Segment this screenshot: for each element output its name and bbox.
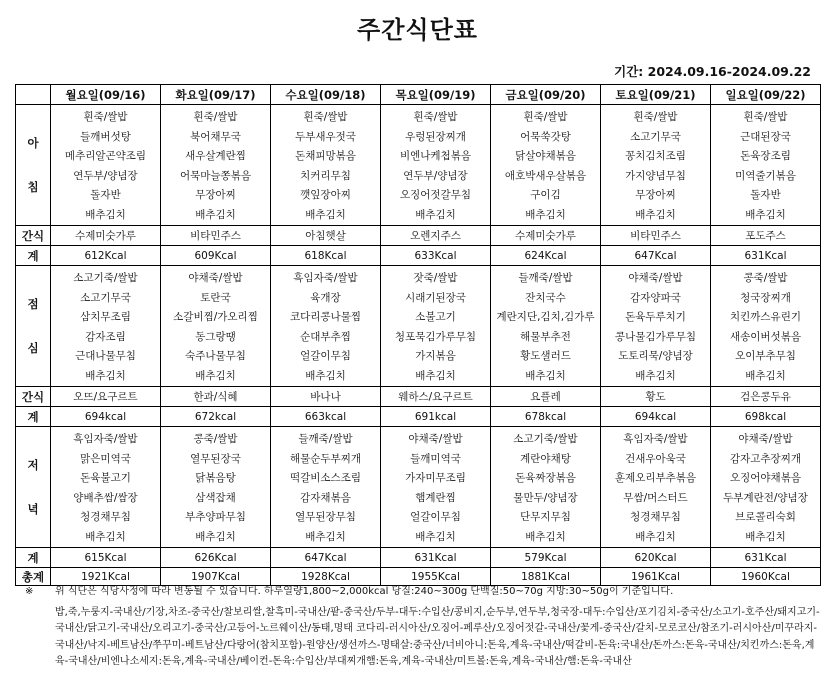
dish: 무장아찌 bbox=[635, 189, 676, 201]
dish: 치킨까스유린기 bbox=[729, 311, 801, 323]
dish: 육개장 bbox=[310, 291, 341, 304]
dish: 흰죽/쌀밥 bbox=[83, 111, 128, 123]
dish: 도토리묵/양념장 bbox=[618, 350, 693, 362]
dish: 미역줄기볶음 bbox=[735, 169, 796, 182]
dish: 소고기무국 bbox=[80, 291, 131, 304]
dish: 꽁치김치조림 bbox=[625, 150, 686, 162]
dinner-kcal-cell: 631Kcal bbox=[381, 548, 491, 568]
dish: 어묵마늘쫑볶음 bbox=[179, 169, 251, 182]
breakfast-kcal-cell: 631Kcal bbox=[711, 246, 821, 266]
dish: 얼갈이무침 bbox=[300, 350, 351, 362]
dish: 배추김치 bbox=[745, 530, 786, 543]
menu-period: 기간: 2024.09.16-2024.09.22 bbox=[614, 64, 811, 79]
meal-label-char: 녁 bbox=[27, 502, 39, 516]
breakfast-snack-cell: 포도주스 bbox=[711, 226, 821, 246]
breakfast-row bbox=[16, 105, 821, 226]
dish: 들깨죽/쌀밥 bbox=[298, 433, 353, 445]
dish: 배추김치 bbox=[85, 530, 126, 543]
dish: 무장아찌 bbox=[195, 189, 236, 201]
breakfast-snack-cell: 아침햇살 bbox=[271, 226, 381, 246]
day-header: 수요일(09/18) bbox=[271, 85, 381, 105]
dish: 배추김치 bbox=[745, 369, 786, 382]
dinner-kcal-cell: 620Kcal bbox=[601, 548, 711, 568]
dish: 연두부/양념장 bbox=[403, 169, 468, 182]
lunch-kcal-cell: 663kcal bbox=[271, 407, 381, 427]
dish: 애호박새우살볶음 bbox=[504, 169, 587, 182]
lunch-kcal-cell: 691kcal bbox=[381, 407, 491, 427]
dinner-kcal-row bbox=[16, 548, 821, 568]
origin-note: 밥,죽,누룽지-국내산/기장,차조-중국산/찰보리쌀,찰흑미-국내산/팥-중국산/두부-대두:수입산/콩비지,순두부,연두부,청국장-대두:수입산/포기김치-중국산/소고기-호주산/돼지고기-국내산/닭고기-국내산/오리고기-중국산/고등어-노르웨이산/동태,명태 코다리-러시아산/오징어-페루산/오징어젓갈-국내산/꽃게-중국산/갈치-모로코산/참조기-러시아산/미꾸라지-국내산/낙지-베트남산/쭈꾸미-베트남산/다랑어(참치포함)-원양산/생선까스-명태살:중국산/너비아니:돈육,계육-국내산/떡갈비-돈육:국내산/돈까스:돈육-국내산/치킨까스:돈육,계육-국내산/비엔나소세지:돈육,계육-국내산/베이컨-돈육:수입산/부대찌개햄:돈육,계육-국내산/미트볼:돈육,계육-국내산/햄:돈육-국내산 bbox=[55, 606, 820, 667]
dish: 배추김치 bbox=[305, 208, 346, 221]
dish: 새우살계란찜 bbox=[185, 150, 246, 162]
dinner-kcal-cell: 579Kcal bbox=[491, 548, 601, 568]
meal-label-char: 침 bbox=[27, 180, 39, 194]
dish: 얼갈이무침 bbox=[410, 511, 461, 523]
dish: 들깨죽/쌀밥 bbox=[518, 272, 573, 284]
dish: 배추김치 bbox=[635, 530, 676, 543]
dish: 잣죽/쌀밥 bbox=[413, 272, 458, 284]
lunch-row bbox=[16, 266, 821, 387]
dish: 동그랑땡 bbox=[195, 330, 236, 343]
dish: 배추김치 bbox=[195, 369, 236, 382]
dish: 배추김치 bbox=[745, 208, 786, 221]
dish: 소갈비찜/가오리찜 bbox=[173, 311, 258, 323]
lunch-snack-cell: 웨하스/요구르트 bbox=[381, 387, 491, 407]
lunch-snack-cell: 바나나 bbox=[271, 387, 381, 407]
breakfast-cell bbox=[601, 105, 711, 226]
dish: 배추김치 bbox=[415, 369, 456, 382]
header-row bbox=[16, 85, 821, 105]
meal-label-char: 아 bbox=[27, 136, 39, 150]
lunch-snack-cell: 오뜨/요구르트 bbox=[51, 387, 161, 407]
lunch-snack-row bbox=[16, 387, 821, 407]
breakfast-snack-cell: 오렌지주스 bbox=[381, 226, 491, 246]
dish: 두부새우젓국 bbox=[295, 130, 356, 143]
day-header: 목요일(09/19) bbox=[381, 85, 491, 105]
lunch-kcal-cell: 698kcal bbox=[711, 407, 821, 427]
meal-label-char: 저 bbox=[27, 458, 39, 472]
lunch-cell bbox=[711, 266, 821, 387]
breakfast-kcal-cell: 612Kcal bbox=[51, 246, 161, 266]
dish: 배추김치 bbox=[525, 208, 566, 221]
dish: 흰죽/쌀밥 bbox=[523, 111, 568, 123]
day-header: 토요일(09/21) bbox=[601, 85, 711, 105]
dish: 흰죽/쌀밥 bbox=[743, 111, 788, 123]
total-kcal-cell: 1921Kcal bbox=[51, 568, 161, 586]
lunch-kcal-cell: 694kcal bbox=[601, 407, 711, 427]
dish: 물만두/양념장 bbox=[513, 491, 578, 504]
lunch-kcal-row bbox=[16, 407, 821, 427]
total-kcal-row bbox=[16, 568, 821, 586]
lunch-kcal-cell: 678kcal bbox=[491, 407, 601, 427]
dish: 배추김치 bbox=[195, 530, 236, 543]
dish: 소고기무국 bbox=[630, 130, 681, 143]
page-title: 주간식단표 bbox=[357, 16, 478, 44]
dish: 돈육장조림 bbox=[740, 150, 791, 162]
dish: 삼색잡채 bbox=[195, 491, 236, 504]
dish: 부추양파무침 bbox=[185, 511, 246, 523]
dish: 구이김 bbox=[530, 189, 561, 201]
dish: 깻잎장아찌 bbox=[300, 189, 351, 201]
row-label: 간식 bbox=[16, 387, 51, 407]
dish: 야채죽/쌀밥 bbox=[408, 433, 463, 445]
dish: 돈육불고기 bbox=[80, 472, 131, 484]
breakfast-kcal-cell: 647Kcal bbox=[601, 246, 711, 266]
breakfast-snack-row bbox=[16, 226, 821, 246]
dinner-kcal-cell: 626Kcal bbox=[161, 548, 271, 568]
breakfast-kcal-row bbox=[16, 246, 821, 266]
dish: 가지볶음 bbox=[415, 350, 456, 362]
dish: 소고기죽/쌀밥 bbox=[513, 433, 578, 445]
dinner-cell bbox=[711, 427, 821, 548]
lunch-cell bbox=[381, 266, 491, 387]
dish: 연두부/양념장 bbox=[73, 169, 138, 182]
dish: 콩나물김가루무침 bbox=[614, 330, 697, 343]
dish: 콩죽/쌀밥 bbox=[743, 272, 788, 284]
dish: 토란국 bbox=[200, 291, 231, 304]
lunch-cell bbox=[601, 266, 711, 387]
dish: 돈육짜장볶음 bbox=[515, 472, 576, 484]
dish: 떡갈비소스조림 bbox=[289, 472, 361, 484]
dish: 감자채볶음 bbox=[300, 491, 351, 504]
dish: 코다리콩나물찜 bbox=[289, 311, 361, 323]
dish: 야채죽/쌀밥 bbox=[188, 272, 243, 284]
dish: 배추김치 bbox=[85, 369, 126, 382]
total-kcal-cell: 1907Kcal bbox=[161, 568, 271, 586]
dinner-cell bbox=[161, 427, 271, 548]
row-label: 계 bbox=[16, 407, 51, 427]
dinner-cell bbox=[381, 427, 491, 548]
dish: 잔치국수 bbox=[525, 291, 566, 304]
day-header: 월요일(09/16) bbox=[51, 85, 161, 105]
day-header: 금요일(09/20) bbox=[491, 85, 601, 105]
dish: 흑임자죽/쌀밥 bbox=[293, 272, 358, 284]
dish: 열무된장국 bbox=[190, 452, 241, 465]
dish: 열무된장무침 bbox=[295, 511, 356, 523]
row-label: 총계 bbox=[16, 568, 51, 586]
notes bbox=[15, 584, 820, 671]
dish: 순대부추찜 bbox=[300, 330, 351, 343]
dish: 흑임자죽/쌀밥 bbox=[73, 433, 138, 445]
lunch-snack-cell: 검은콩두유 bbox=[711, 387, 821, 407]
total-kcal-cell: 1955Kcal bbox=[381, 568, 491, 586]
dish: 삼치무조림 bbox=[80, 311, 131, 323]
dish: 콩죽/쌀밥 bbox=[193, 433, 238, 445]
lunch-snack-cell: 황도 bbox=[601, 387, 711, 407]
meal-label bbox=[16, 266, 51, 387]
dish: 가지양념무침 bbox=[625, 169, 686, 182]
dish: 흰죽/쌀밥 bbox=[633, 111, 678, 123]
dish: 근대나물무침 bbox=[75, 350, 136, 362]
corner-cell bbox=[16, 85, 51, 105]
dish: 감자고추장찌개 bbox=[729, 452, 801, 465]
dish: 오징어젓갈무침 bbox=[399, 189, 471, 201]
dish: 어묵쑥갓탕 bbox=[520, 130, 571, 143]
dish: 청경채무침 bbox=[630, 511, 681, 523]
dinner-cell bbox=[271, 427, 381, 548]
dish: 브로콜리숙회 bbox=[735, 511, 796, 523]
dish: 시래기된장국 bbox=[405, 291, 466, 304]
breakfast-kcal-cell: 609Kcal bbox=[161, 246, 271, 266]
dish: 단무지무침 bbox=[520, 511, 571, 523]
dish: 오이부추무침 bbox=[735, 350, 796, 362]
dish: 배추김치 bbox=[305, 369, 346, 382]
breakfast-snack-cell: 수제미숫가루 bbox=[491, 226, 601, 246]
dish: 오징어야채볶음 bbox=[729, 472, 801, 484]
dish: 청경채무침 bbox=[80, 511, 131, 523]
dish: 배추김치 bbox=[195, 208, 236, 221]
dish: 야채죽/쌀밥 bbox=[628, 272, 683, 284]
lunch-cell bbox=[491, 266, 601, 387]
row-label: 간식 bbox=[16, 226, 51, 246]
dish: 양배추쌈/쌈장 bbox=[73, 491, 138, 504]
dish: 소고기죽/쌀밥 bbox=[73, 272, 138, 284]
breakfast-kcal-cell: 633Kcal bbox=[381, 246, 491, 266]
dish: 소불고기 bbox=[415, 311, 456, 323]
dish: 야채죽/쌀밥 bbox=[738, 433, 793, 445]
dish: 배추김치 bbox=[635, 208, 676, 221]
dish: 두부계란전/양념장 bbox=[723, 491, 808, 504]
lunch-cell bbox=[51, 266, 161, 387]
dish: 배추김치 bbox=[415, 530, 456, 543]
dish: 배추김치 bbox=[415, 208, 456, 221]
dish: 메추리알곤약조림 bbox=[64, 150, 147, 162]
dish: 돌자반 bbox=[750, 189, 781, 201]
dish: 청국장찌개 bbox=[740, 291, 791, 304]
lunch-kcal-cell: 694kcal bbox=[51, 407, 161, 427]
dinner-cell bbox=[491, 427, 601, 548]
breakfast-cell bbox=[161, 105, 271, 226]
dish: 배추김치 bbox=[525, 369, 566, 382]
dish: 흰죽/쌀밥 bbox=[303, 111, 348, 123]
dinner-cell bbox=[51, 427, 161, 548]
lunch-snack-cell: 요플레 bbox=[491, 387, 601, 407]
day-header: 화요일(09/17) bbox=[161, 85, 271, 105]
row-label: 계 bbox=[16, 548, 51, 568]
dinner-kcal-cell: 615Kcal bbox=[51, 548, 161, 568]
weekly-menu-table bbox=[15, 84, 821, 586]
lunch-cell bbox=[271, 266, 381, 387]
dish: 닭살야채볶음 bbox=[515, 150, 576, 162]
meal-label-char: 점 bbox=[27, 297, 39, 311]
dish: 흰죽/쌀밥 bbox=[413, 111, 458, 123]
dish: 건새우아욱국 bbox=[625, 452, 686, 465]
lunch-snack-cell: 한과/식혜 bbox=[161, 387, 271, 407]
breakfast-cell bbox=[271, 105, 381, 226]
dish: 돈채피망볶음 bbox=[295, 150, 356, 162]
dish: 계란지단,김치,김가루 bbox=[496, 311, 595, 323]
meal-label bbox=[16, 105, 51, 226]
dish: 우렁된장찌개 bbox=[405, 130, 466, 143]
breakfast-kcal-cell: 618Kcal bbox=[271, 246, 381, 266]
dish: 들깨버섯탕 bbox=[80, 130, 131, 143]
dish: 돌자반 bbox=[90, 189, 121, 201]
day-header: 일요일(09/22) bbox=[711, 85, 821, 105]
total-kcal-cell: 1961Kcal bbox=[601, 568, 711, 586]
dinner-kcal-cell: 631Kcal bbox=[711, 548, 821, 568]
row-label: 계 bbox=[16, 246, 51, 266]
lunch-kcal-cell: 672kcal bbox=[161, 407, 271, 427]
lunch-cell bbox=[161, 266, 271, 387]
dish: 맑은미역국 bbox=[80, 452, 131, 465]
breakfast-cell bbox=[491, 105, 601, 226]
dish: 감자조림 bbox=[85, 330, 126, 343]
dish: 치커리무침 bbox=[300, 169, 351, 182]
dish: 황도샐러드 bbox=[520, 350, 571, 362]
dish: 들깨미역국 bbox=[410, 452, 461, 465]
dish: 햄계란찜 bbox=[415, 491, 456, 504]
note-star: ※ bbox=[25, 586, 34, 597]
breakfast-kcal-cell: 624Kcal bbox=[491, 246, 601, 266]
breakfast-cell bbox=[381, 105, 491, 226]
dish: 해물순두부찌개 bbox=[289, 452, 361, 465]
dish: 배추김치 bbox=[85, 208, 126, 221]
dish: 해물부추전 bbox=[520, 330, 571, 343]
dish: 흰죽/쌀밥 bbox=[193, 111, 238, 123]
nutrition-note: 위 식단은 식당사정에 따라 변동될 수 있습니다. 하루열량1,800~2,000kcal 당질:240~300g 단백질:50~70g 지방:30~50g이 기준입니다. bbox=[55, 586, 674, 597]
total-kcal-cell: 1881Kcal bbox=[491, 568, 601, 586]
meal-label bbox=[16, 427, 51, 548]
breakfast-cell bbox=[51, 105, 161, 226]
dinner-cell bbox=[601, 427, 711, 548]
dish: 비엔나케첩볶음 bbox=[399, 150, 471, 162]
dish: 가자미무조림 bbox=[405, 472, 466, 484]
dish: 배추김치 bbox=[635, 369, 676, 382]
breakfast-cell bbox=[711, 105, 821, 226]
dish: 훈제오리부추볶음 bbox=[614, 472, 697, 484]
dish: 배추김치 bbox=[525, 530, 566, 543]
dish: 흑임자죽/쌀밥 bbox=[623, 433, 688, 445]
dish: 청포묵김가루무침 bbox=[394, 330, 477, 343]
dinner-row bbox=[16, 427, 821, 548]
dish: 근대된장국 bbox=[740, 130, 791, 143]
dish: 돈육두루치기 bbox=[625, 311, 686, 323]
meal-label-char: 심 bbox=[27, 341, 39, 355]
dinner-kcal-cell: 647Kcal bbox=[271, 548, 381, 568]
breakfast-snack-cell: 비타민주스 bbox=[601, 226, 711, 246]
dish: 배추김치 bbox=[305, 530, 346, 543]
dish: 계란야채탕 bbox=[520, 452, 571, 465]
total-kcal-cell: 1928Kcal bbox=[271, 568, 381, 586]
dish: 닭볶음탕 bbox=[195, 472, 236, 484]
dish: 숙주나물무침 bbox=[185, 350, 246, 362]
dish: 무쌈/머스터드 bbox=[623, 491, 688, 504]
dish: 북어채무국 bbox=[190, 130, 241, 143]
total-kcal-cell: 1960Kcal bbox=[711, 568, 821, 586]
dish: 새송이버섯볶음 bbox=[729, 330, 801, 343]
breakfast-snack-cell: 비타민주스 bbox=[161, 226, 271, 246]
breakfast-snack-cell: 수제미숫가루 bbox=[51, 226, 161, 246]
dish: 감자양파국 bbox=[630, 291, 681, 304]
